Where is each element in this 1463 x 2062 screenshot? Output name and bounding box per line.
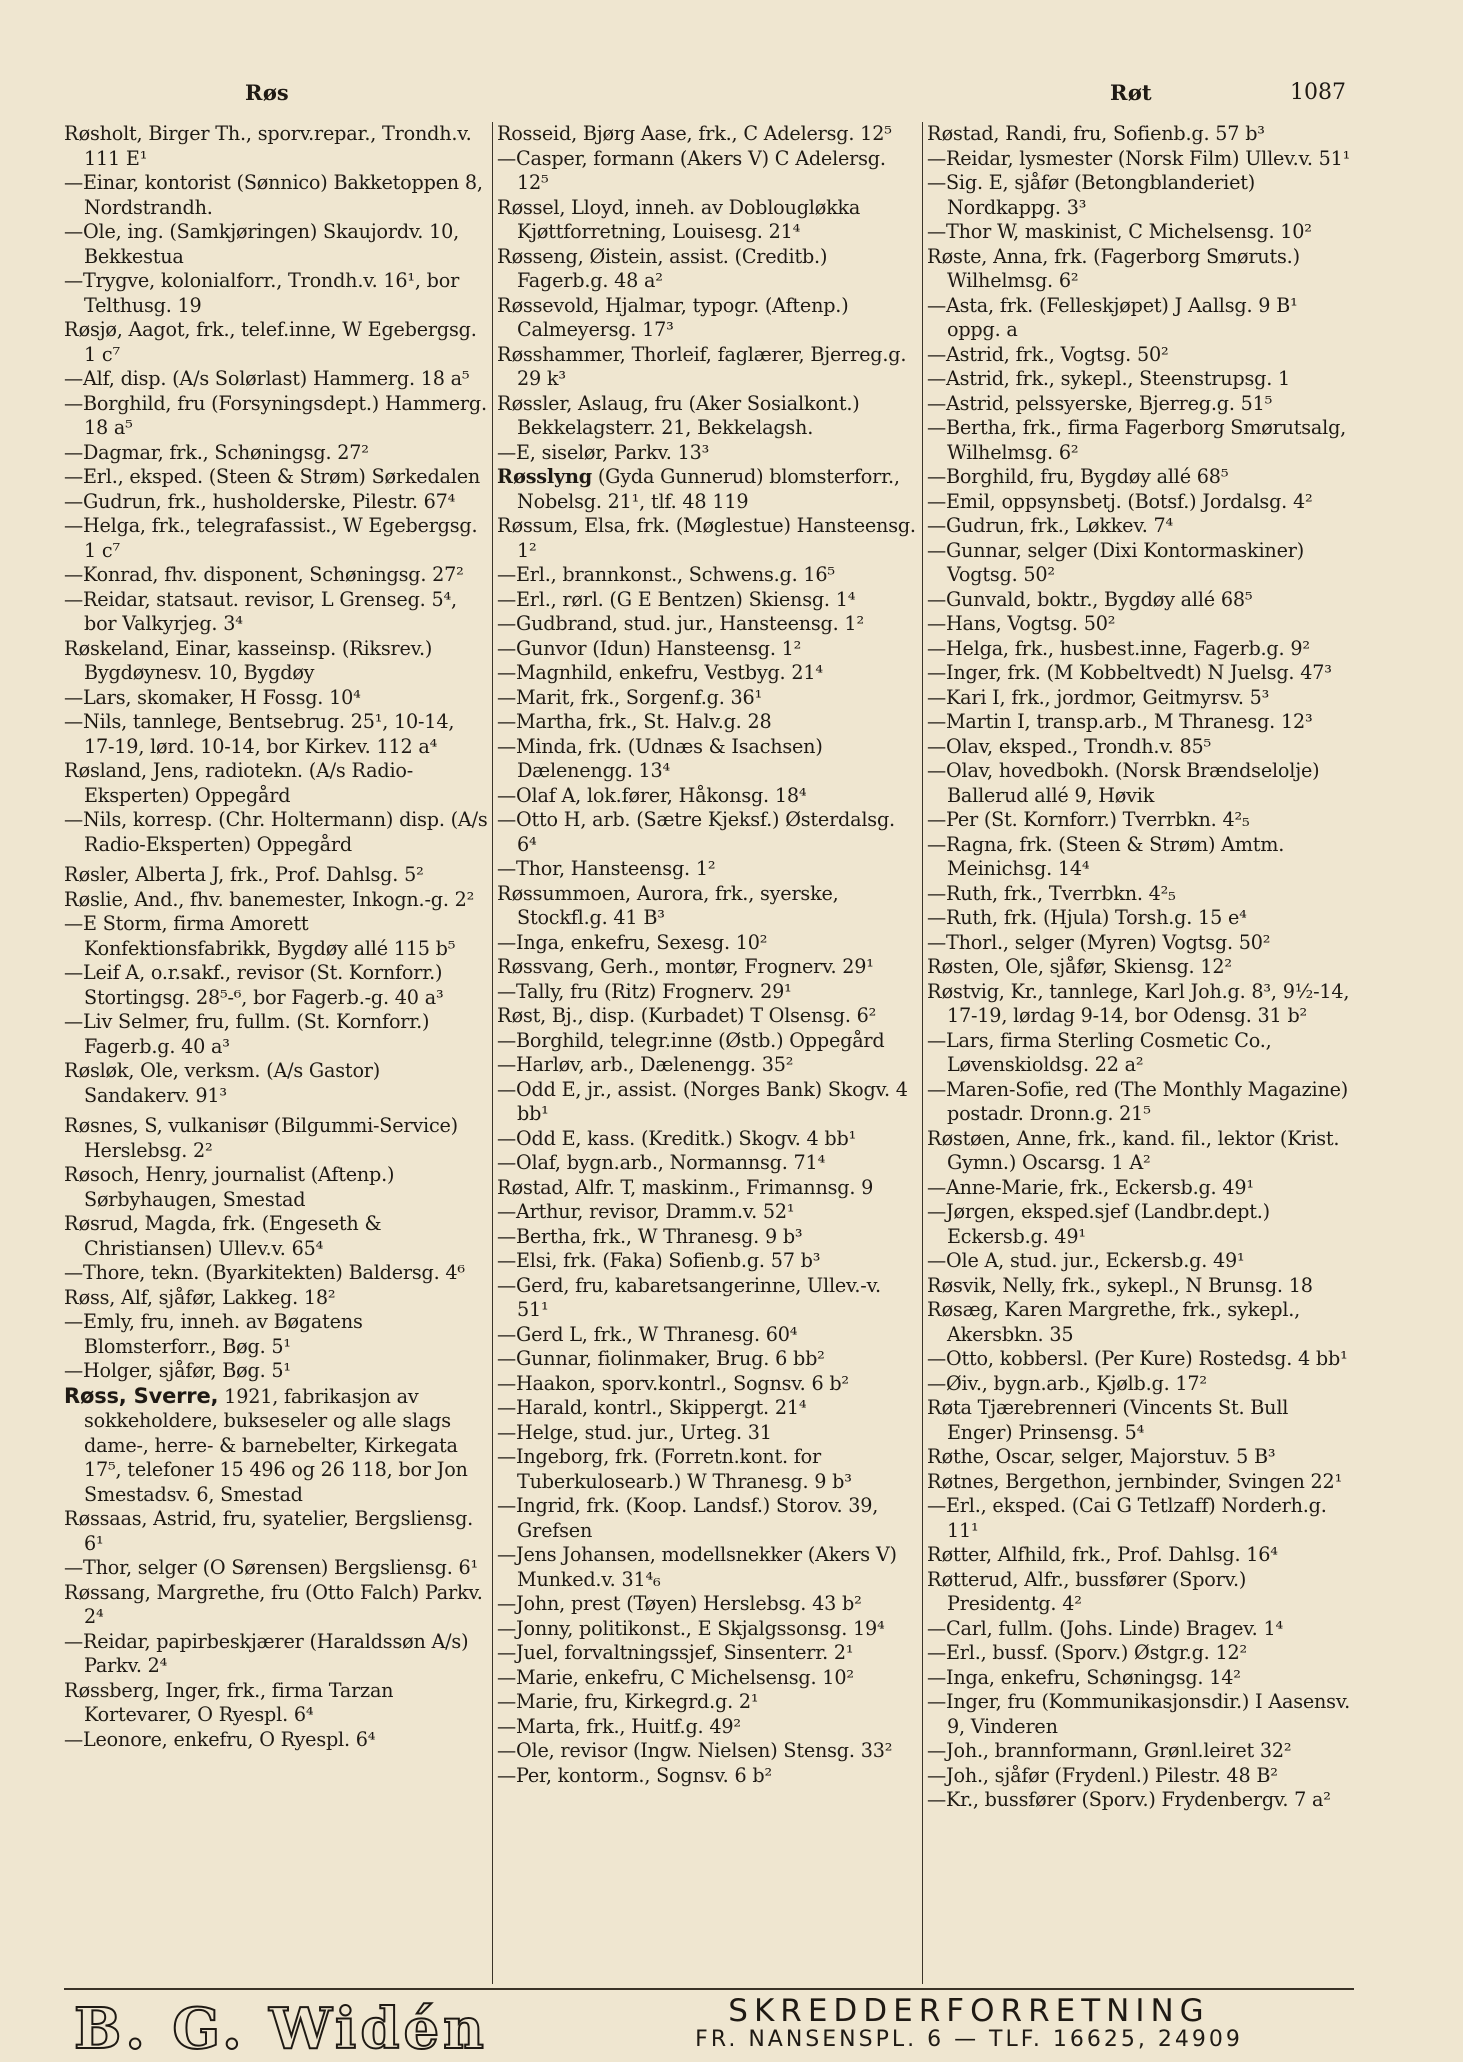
- entry-text: —Gudbrand, stud. jur., Hansteensg. 1²: [497, 612, 864, 635]
- directory-entry: [497, 245, 917, 294]
- directory-entry: [64, 1581, 488, 1630]
- entry-text: —Gudrun, frk., husholderske, Pilestr. 67⁴: [64, 489, 456, 513]
- directory-entry: [497, 686, 917, 711]
- directory-entry: [64, 563, 488, 588]
- directory-entry: [64, 1059, 488, 1108]
- directory-entry: [497, 563, 917, 588]
- directory-entry: [927, 1764, 1351, 1789]
- ad-text: [599, 1994, 1339, 2052]
- entry-text: —Ole, ing. (Samkjøringen) Skaujordv. 10, Bekkestua: [64, 220, 460, 268]
- entry-text: Røssberg, Inger, frk., firma Tarzan Kortevarer, O Ryespl. 6⁴: [64, 1678, 394, 1726]
- entry-text: —Astrid, frk., sykepl., Steenstrupsg. 1: [927, 367, 1291, 390]
- advertisement: [64, 1988, 1354, 2062]
- entry-text: Røsvik, Nelly, frk., sykepl., N Brunsg. 18: [927, 1273, 1313, 1297]
- directory-entry: [64, 490, 488, 515]
- entry-text: —Martha, frk., St. Halv.g. 28: [497, 710, 772, 733]
- entry-text: —Elsi, frk. (Faka) Sofienb.g. 57 b³: [497, 1249, 821, 1272]
- entry-text: Røsler, Alberta J, frk., Prof. Dahlsg. 5²: [64, 863, 424, 886]
- entry-text: —Joh., sjåfør (Frydenl.) Pilestr. 48 B²: [927, 1763, 1278, 1787]
- entry-text: —Ruth, frk. (Hjula) Torsh.g. 15 e⁴: [927, 906, 1247, 929]
- directory-entry: [64, 465, 488, 490]
- entry-text: Røssum, Elsa, frk. (Møglestue) Hansteensg. 1²: [497, 514, 916, 562]
- entry-text: —Martin I, transp.arb., M Thranesg. 12³: [927, 710, 1313, 733]
- directory-entry: [927, 1445, 1351, 1470]
- directory-entry: [64, 441, 488, 466]
- entry-text: —Per (St. Kornforr.) Tverrbkn. 4²₅: [927, 808, 1250, 831]
- directory-entry: [497, 710, 917, 735]
- entry-text: —Gunvor (Idun) Hansteensg. 1²: [497, 636, 802, 660]
- directory-entry: [497, 857, 917, 882]
- directory-entry: [927, 1617, 1351, 1642]
- entry-text: —Marit, frk., Sorgenf.g. 36¹: [497, 685, 763, 709]
- directory-entry: [927, 1274, 1351, 1299]
- directory-entry: [927, 1298, 1351, 1347]
- directory-entry: [64, 808, 488, 857]
- entry-text: —Sig. E, sjåfør (Betongblanderiet) Nordkappg. 3³: [927, 171, 1256, 219]
- ad-business-type: SKREDDERFORRETNING: [728, 1993, 1210, 2029]
- directory-entry: [497, 1617, 917, 1642]
- directory-entry: [497, 980, 917, 1005]
- directory-entry: [497, 1347, 917, 1372]
- directory-entry: [497, 196, 917, 245]
- directory-entry: [927, 1372, 1351, 1397]
- entry-text: —Per, kontorm., Sognsv. 6 b²: [497, 1763, 772, 1787]
- entry-text: Røta Tjærebrenneri (Vincents St. Bull Enger) Prinsensg. 5⁴: [927, 1396, 1289, 1444]
- directory-entry: [927, 343, 1351, 368]
- entry-text: Røsseng, Øistein, assist. (Creditb.) Fagerb.g. 48 a²: [497, 244, 828, 292]
- entry-text: Røsten, Ole, sjåfør, Skiensg. 12²: [927, 955, 1232, 978]
- entry-text: —Otto H, arb. (Sætre Kjeksf.) Østerdalsg. 6⁴: [497, 808, 895, 856]
- directory-entry: [497, 1592, 917, 1617]
- entry-text: —Haakon, sporv.kontrl., Sognsv. 6 b²: [497, 1371, 849, 1395]
- ad-company-name: B. G. Widén: [74, 1996, 488, 2062]
- directory-entry: [64, 367, 488, 392]
- directory-entry: [64, 1261, 488, 1286]
- directory-entry: [64, 220, 488, 269]
- directory-entry: [497, 441, 917, 466]
- entry-text: —Inger, frk. (M Kobbeltvedt) N Juelsg. 47³: [927, 661, 1332, 684]
- column-3: [922, 122, 1351, 1984]
- directory-entry: [64, 1507, 488, 1556]
- entry-text: —Olav, hovedbokh. (Norsk Brændselolje) Ballerud allé 9, Høvik: [927, 759, 1320, 807]
- directory-entry: [64, 1359, 488, 1384]
- entry-text: —Kari I, frk., jordmor, Geitmyrsv. 5³: [927, 685, 1270, 709]
- directory-entry: [927, 1078, 1351, 1127]
- directory-entry: [927, 220, 1351, 245]
- entry-text: —Liv Selmer, fru, fullm. (St. Kornforr.) Fagerb.g. 40 a³: [64, 1010, 430, 1058]
- directory-entry: [64, 318, 488, 367]
- entry-text: 1921, fabrikasjon av sokkeholdere, bukseseler og alle slags dame-, herre- & barnebelter, Kirkegata 17⁵, telefoner 15 496 og 26 118, bor Jon Smestadsv. 6, Smestad: [84, 1384, 468, 1506]
- entry-text: —Jens Johansen, modellsnekker (Akers V) Munked.v. 31⁴₆: [497, 1543, 897, 1591]
- directory-entry: [927, 1641, 1351, 1666]
- directory-entry: [927, 1347, 1351, 1372]
- entry-text: Røsshammer, Thorleif, faglærer, Bjerreg.g. 29 k³: [497, 342, 907, 390]
- entry-text: —Marta, frk., Huitf.g. 49²: [497, 1714, 741, 1738]
- entry-text: Røssevold, Hjalmar, typogr. (Aftenp.) Calmeyersg. 17³: [497, 293, 849, 341]
- entry-text: Røsjø, Aagot, frk., telef.inne, W Egebergsg. 1 c⁷: [64, 318, 477, 366]
- directory-entry: [497, 955, 917, 980]
- directory-entry: [927, 637, 1351, 662]
- entry-text: Røssel, Lloyd, inneh. av Doblougløkka Kjøttforretning, Louisesg. 21⁴: [497, 195, 861, 243]
- directory-entry: [497, 1274, 917, 1323]
- entry-text: Røtnes, Bergethon, jernbinder, Svingen 22¹: [927, 1469, 1343, 1493]
- entry-text: —Jonny, politikonst., E Skjalgssonsg. 19⁴: [497, 1616, 885, 1640]
- entry-text: Røst, Bj., disp. (Kurbadet) T Olsensg. 6²: [497, 1004, 877, 1027]
- entry-text: —Emil, oppsynsbetj. (Botsf.) Jordalsg. 4²: [927, 489, 1313, 513]
- entry-text: —Thorl., selger (Myren) Vogtsg. 50²: [927, 930, 1271, 954]
- directory-entry: [497, 1690, 917, 1715]
- directory-entry: [64, 1384, 488, 1508]
- directory-entry: [927, 1176, 1351, 1201]
- directory-entry: [927, 171, 1351, 220]
- entry-text: —Harløv, arb., Dælenengg. 35²: [497, 1053, 794, 1076]
- entry-text: —Ragna, frk. (Steen & Strøm) Amtm. Meinichsg. 14⁴: [927, 832, 1285, 880]
- directory-entry: [64, 588, 488, 637]
- directory-entry: [927, 1690, 1351, 1739]
- entry-text: Røsløk, Ole, verksm. (A/s Gastor) Sandakerv. 91³: [64, 1059, 381, 1107]
- directory-entry: [64, 710, 488, 759]
- entry-text: —Kr., bussfører (Sporv.) Frydenbergv. 7 a²: [927, 1788, 1331, 1811]
- directory-entry: [497, 1151, 917, 1176]
- directory-entry: [497, 1176, 917, 1201]
- directory-entry: [927, 294, 1351, 343]
- directory-entry: [64, 1728, 488, 1753]
- entry-text: Røslie, And., fhv. banemester, Inkogn.-g. 2²: [64, 887, 475, 911]
- directory-entry: [497, 1323, 917, 1348]
- directory-entry: [64, 1556, 488, 1581]
- directory-entry: [497, 735, 917, 784]
- directory-entry: [927, 759, 1351, 808]
- directory-entry: [927, 710, 1351, 735]
- entry-text: Røss, Alf, sjåfør, Lakkeg. 18²: [64, 1285, 336, 1309]
- entry-text: —Emly, fru, inneh. av Bøgatens Blomsterforr., Bøg. 5¹: [64, 1310, 363, 1358]
- directory-entry: [927, 490, 1351, 515]
- entry-text: —Ingrid, frk. (Koop. Landsf.) Storov. 39, Grefsen: [497, 1494, 879, 1542]
- entry-text: —Gudrun, frk., Løkkev. 7⁴: [927, 514, 1174, 537]
- directory-entry: [497, 122, 917, 147]
- directory-entry: [64, 1212, 488, 1261]
- entry-text: (Gyda Gunnerud) blomsterforr., Nobelsg. 21¹, tlf. 48 119: [517, 465, 900, 513]
- entry-text: —E Storm, firma Amorett Konfektionsfabrikk, Bygdøy allé 115 b⁵: [64, 912, 456, 960]
- entry-text: —Thore, tekn. (Byarkitekten) Baldersg. 4⁶: [64, 1261, 465, 1284]
- entry-text: —Dagmar, frk., Schøningsg. 27²: [64, 440, 369, 464]
- directory-entry: [497, 612, 917, 637]
- directory-entry: [497, 1396, 917, 1421]
- directory-entry: [927, 539, 1351, 588]
- directory-entry: [927, 833, 1351, 882]
- entry-text: Røste, Anna, frk. (Fagerborg Smøruts.) Wilhelmsg. 6²: [927, 244, 1300, 292]
- directory-entry: [64, 171, 488, 220]
- directory-entry: [927, 367, 1351, 392]
- entry-text: —Helga, frk., telegrafassist., W Egebergsg. 1 c⁷: [64, 514, 478, 562]
- directory-entry: [64, 1310, 488, 1359]
- directory-entry: [927, 147, 1351, 172]
- directory-entry: [64, 1010, 488, 1059]
- directory-entry: [497, 1029, 917, 1054]
- entry-text: Røstøen, Anne, frk., kand. fil., lektor (Krist. Gymn.) Oscarsg. 1 A²: [927, 1126, 1340, 1174]
- entry-text: Røskeland, Einar, kasseinsp. (Riksrev.) Bygdøynesv. 10, Bygdøy: [64, 636, 433, 684]
- directory-entry: [64, 1286, 488, 1311]
- entry-text: —Odd E, jr., assist. (Norges Bank) Skogv. 4 bb¹: [497, 1077, 908, 1125]
- entry-text: —Alf, disp. (A/s Solørlast) Hammerg. 18 a⁵: [64, 367, 470, 390]
- entry-text: Røsæg, Karen Margrethe, frk., sykepl., Akersbkn. 35: [927, 1298, 1301, 1346]
- entry-text: —Helga, frk., husbest.inne, Fagerb.g. 9²: [927, 636, 1310, 660]
- directory-entry: [927, 1739, 1351, 1764]
- entry-text: —Gerd, fru, kabaretsangerinne, Ullev.-v. 51¹: [497, 1273, 881, 1321]
- entry-text: —Helge, stud. jur., Urteg. 31: [497, 1420, 772, 1444]
- entry-text: —Lars, skomaker, H Fossg. 10⁴: [64, 685, 361, 709]
- directory-entry: [927, 1249, 1351, 1274]
- directory-entry: [497, 392, 917, 441]
- directory-entry: [497, 661, 917, 686]
- entry-text: —Borghild, telegr.inne (Østb.) Oppegård: [497, 1028, 885, 1052]
- entry-text: Røtterud, Alfr., bussfører (Sporv.) Presidentg. 4²: [927, 1567, 1247, 1615]
- header-right-keyword: Røt: [1110, 80, 1152, 105]
- directory-columns: [64, 122, 1354, 1984]
- directory-entry: [497, 1225, 917, 1250]
- entry-text: —Maren-Sofie, red (The Monthly Magazine) postadr. Dronn.g. 21⁵: [927, 1077, 1349, 1125]
- directory-entry: [927, 1029, 1351, 1078]
- entry-text: —Bertha, frk., firma Fagerborg Smørutsalg, Wilhelmsg. 6²: [927, 416, 1347, 464]
- column-2: [492, 122, 917, 1984]
- directory-entry: [64, 637, 488, 686]
- entry-text: —Magnhild, enkefru, Vestbyg. 21⁴: [497, 661, 823, 684]
- entry-text: —Gunnar, selger (Dixi Kontormaskiner) Vogtsg. 50²: [927, 538, 1304, 586]
- entry-text: —Marie, enkefru, C Michelsensg. 10²: [497, 1665, 854, 1689]
- entry-text: Røstvig, Kr., tannlege, Karl Joh.g. 8³, 9½-14, 17-19, lørdag 9-14, bor Odensg. 31 b²: [927, 979, 1350, 1027]
- entry-text: —Leonore, enkefru, O Ryespl. 6⁴: [64, 1727, 376, 1751]
- entry-text: —Nils, korresp. (Chr. Holtermann) disp. (A/s Radio-Eksperten) Oppegård: [64, 808, 488, 856]
- directory-entry: [927, 955, 1351, 980]
- entry-text: —Erl., bussf. (Sporv.) Østgr.g. 12²: [927, 1641, 1247, 1664]
- entry-text: —Thor, Hansteensg. 1²: [497, 857, 716, 880]
- directory-entry: [497, 1200, 917, 1225]
- directory-entry: [497, 1739, 917, 1764]
- directory-entry: [497, 465, 917, 514]
- directory-entry: [927, 588, 1351, 613]
- entry-text: —Thor, selger (O Sørensen) Bergsliensg. 6¹: [64, 1556, 479, 1579]
- entry-text: —Gerd L, frk., W Thranesg. 60⁴: [497, 1322, 798, 1346]
- directory-entry: [497, 1641, 917, 1666]
- entry-text: —Olaf, bygn.arb., Normannsg. 71⁴: [497, 1151, 826, 1174]
- directory-entry: [497, 1004, 917, 1029]
- entry-text: Røstad, Randi, fru, Sofienb.g. 57 b³: [927, 122, 1265, 145]
- directory-entry: [64, 1114, 488, 1163]
- entry-text: Røtter, Alfhild, frk., Prof. Dahlsg. 16⁴: [927, 1543, 1278, 1566]
- directory-entry: [64, 961, 488, 1010]
- entry-text: —Olav, eksped., Trondh.v. 85⁵: [927, 734, 1211, 758]
- directory-entry: [927, 612, 1351, 637]
- entry-text: —Trygve, kolonialforr., Trondh.v. 16¹, bor Telthusg. 19: [64, 269, 460, 317]
- entry-bold-name: Røss, Sverre,: [64, 1383, 219, 1408]
- entry-text: Røsnes, S, vulkanisør (Bilgummi-Service) Herslebsg. 2²: [64, 1114, 458, 1162]
- directory-entry: [64, 514, 488, 563]
- directory-entry: [64, 392, 488, 441]
- directory-entry: [64, 122, 488, 171]
- entry-bold-name: Røsslyng: [497, 465, 592, 488]
- directory-entry: [497, 514, 917, 563]
- directory-entry: [64, 686, 488, 711]
- entry-text: —Tally, fru (Ritz) Frognerv. 29¹: [497, 979, 792, 1003]
- entry-text: —Erl., brannkonst., Schwens.g. 16⁵: [497, 563, 835, 586]
- directory-entry: [927, 122, 1351, 147]
- entry-text: —Erl., eksped. (Cai G Tetlzaff) Norderh.g. 11¹: [927, 1494, 1327, 1542]
- directory-entry: [927, 1666, 1351, 1691]
- entry-text: —Carl, fullm. (Johs. Linde) Bragev. 1⁴: [927, 1616, 1283, 1640]
- entry-text: Røsland, Jens, radiotekn. (A/s Radio-Eksperten) Oppegård: [64, 759, 414, 807]
- directory-entry: [497, 1715, 917, 1740]
- entry-text: —Erl., rørl. (G E Bentzen) Skiensg. 1⁴: [497, 587, 856, 611]
- directory-entry: [497, 1666, 917, 1691]
- column-1: [64, 122, 488, 1984]
- entry-text: —Ingeborg, frk. (Forretn.kont. for Tuberkulosearb.) W Thranesg. 9 b³: [497, 1445, 852, 1493]
- entry-text: —Reidar, papirbeskjærer (Haraldssøn A/s) Parkv. 2⁴: [64, 1629, 469, 1677]
- entry-text: —Borghild, fru (Forsyningsdept.) Hammerg. 18 a⁵: [64, 391, 487, 439]
- directory-entry: [927, 686, 1351, 711]
- directory-entry: [927, 1470, 1351, 1495]
- entry-text: —Minda, frk. (Udnæs & Isachsen) Dælenengg. 13⁴: [497, 734, 823, 782]
- entry-text: —Inger, fru (Kommunikasjonsdir.) I Aasensv. 9, Vinderen: [927, 1690, 1351, 1738]
- entry-text: —Jørgen, eksped.sjef (Landbr.dept.) Eckersb.g. 49¹: [927, 1200, 1270, 1248]
- directory-entry: [927, 416, 1351, 465]
- directory-entry: [497, 784, 917, 809]
- directory-entry: [927, 931, 1351, 956]
- directory-entry: [497, 294, 917, 343]
- directory-entry: [927, 1200, 1351, 1249]
- entry-text: Røssaas, Astrid, fru, syatelier, Bergsliensg. 6¹: [64, 1507, 474, 1555]
- entry-text: —Einar, kontorist (Sønnico) Bakketoppen 8, Nordstrandh.: [64, 171, 483, 219]
- entry-text: —Astrid, pelssyerske, Bjerreg.g. 51⁵: [927, 391, 1273, 415]
- directory-entry: [927, 1127, 1351, 1176]
- directory-entry: [927, 245, 1351, 294]
- directory-entry: [64, 863, 488, 888]
- directory-entry: [497, 1053, 917, 1078]
- entry-text: Røthe, Oscar, selger, Majorstuv. 5 B³: [927, 1445, 1276, 1468]
- entry-text: —Gunvald, boktr., Bygdøy allé 68⁵: [927, 587, 1253, 611]
- directory-entry: [927, 980, 1351, 1029]
- directory-entry: [927, 735, 1351, 760]
- entry-text: —Hans, Vogtsg. 50²: [927, 612, 1116, 635]
- entry-text: —Asta, frk. (Felleskjøpet) J Aallsg. 9 B¹ oppg. a: [927, 293, 1298, 341]
- entry-text: —Anne-Marie, frk., Eckersb.g. 49¹: [927, 1175, 1254, 1199]
- directory-entry: [927, 661, 1351, 686]
- directory-entry: [64, 269, 488, 318]
- directory-entry: [927, 1788, 1351, 1813]
- directory-entry: [927, 882, 1351, 907]
- entry-text: —Juel, forvaltningssjef, Sinsenterr. 2¹: [497, 1641, 854, 1664]
- entry-text: —Thor W, maskinist, C Michelsensg. 10²: [927, 220, 1312, 243]
- directory-entry: [497, 588, 917, 613]
- entry-text: —Borghild, fru, Bygdøy allé 68⁵: [927, 465, 1229, 488]
- directory-entry: [497, 1543, 917, 1592]
- entry-text: Røssler, Aslaug, fru (Aker Sosialkont.) Bekkelagsterr. 21, Bekkelagsh.: [497, 391, 860, 439]
- entry-text: —Ruth, frk., Tverrbkn. 4²₅: [927, 881, 1176, 905]
- entry-text: —Erl., eksped. (Steen & Strøm) Sørkedalen: [64, 465, 481, 488]
- directory-entry: [927, 1494, 1351, 1543]
- entry-text: —Odd E, kass. (Kreditk.) Skogv. 4 bb¹: [497, 1126, 857, 1150]
- directory-entry: [927, 1543, 1351, 1568]
- entry-text: Røsoch, Henry, journalist (Aftenp.) Sørbyhaugen, Smestad: [64, 1163, 395, 1211]
- entry-text: —Konrad, fhv. disponent, Schøningsg. 27²: [64, 563, 464, 586]
- directory-entry: [927, 392, 1351, 417]
- directory-entry: [497, 343, 917, 392]
- directory-entry: [64, 888, 488, 913]
- entry-text: —Ole, revisor (Ingw. Nielsen) Stensg. 33²: [497, 1739, 893, 1762]
- entry-text: —Reidar, statsaut. revisor, L Grenseg. 5⁴, bor Valkyrjeg. 3⁴: [64, 587, 457, 635]
- entry-text: —E, siselør, Parkv. 13³: [497, 440, 710, 464]
- directory-entry: [64, 759, 488, 808]
- entry-text: —Ole A, stud. jur., Eckersb.g. 49¹: [927, 1249, 1245, 1272]
- entry-text: —Holger, sjåfør, Bøg. 5¹: [64, 1359, 291, 1382]
- ad-address-phone: FR. NANSENSPL. 6 — TLF. 16625, 24909: [695, 2027, 1243, 2052]
- entry-text: —Astrid, frk., Vogtsg. 50²: [927, 342, 1169, 366]
- directory-entry: [497, 1372, 917, 1397]
- directory-entry: [497, 882, 917, 931]
- entry-text: —Harald, kontrl., Skippergt. 21⁴: [497, 1396, 807, 1419]
- entry-text: Rosseid, Bjørg Aase, frk., C Adelersg. 12⁵: [497, 122, 892, 145]
- entry-text: Røsholt, Birger Th., sporv.repar., Trondh.v. 111 E¹: [64, 122, 472, 170]
- entry-text: —Otto, kobbersl. (Per Kure) Rostedsg. 4 bb¹: [927, 1347, 1348, 1370]
- entry-text: —Leif A, o.r.sakf., revisor (St. Kornforr.) Stortingsg. 28⁵-⁶, bor Fagerb.-g. 40 a³: [64, 961, 444, 1009]
- entry-text: —Joh., brannformann, Grønl.leiret 32²: [927, 1739, 1292, 1762]
- entry-text: Røssang, Margrethe, fru (Otto Falch) Parkv. 2⁴: [64, 1580, 483, 1628]
- directory-entry: [497, 1249, 917, 1274]
- page-number: 1087: [1290, 80, 1346, 105]
- directory-entry: [927, 465, 1351, 490]
- directory-entry: [497, 147, 917, 196]
- entry-text: —Øiv., bygn.arb., Kjølb.g. 17²: [927, 1371, 1207, 1395]
- directory-entry: [927, 1568, 1351, 1617]
- directory-entry: [64, 912, 488, 961]
- directory-entry: [497, 1421, 917, 1446]
- entry-text: Røssvang, Gerh., montør, Frognerv. 29¹: [497, 955, 874, 978]
- header-left-keyword: Røs: [245, 80, 289, 105]
- directory-entry: [64, 1679, 488, 1728]
- directory-entry: [497, 637, 917, 662]
- entry-text: —Gunnar, fiolinmaker, Brug. 6 bb²: [497, 1347, 825, 1370]
- directory-entry: [497, 808, 917, 857]
- directory-entry: [497, 1764, 917, 1789]
- entry-text: —Arthur, revisor, Dramm.v. 52¹: [497, 1200, 795, 1223]
- entry-text: —Reidar, lysmester (Norsk Film) Ullev.v. 51¹: [927, 146, 1351, 170]
- directory-entry: [497, 1127, 917, 1152]
- entry-text: Røstad, Alfr. T, maskinm., Frimannsg. 9: [497, 1175, 874, 1199]
- directory-entry: [497, 931, 917, 956]
- entry-text: —Casper, formann (Akers V) C Adelersg. 12⁵: [497, 146, 886, 194]
- directory-entry: [64, 1163, 488, 1212]
- directory-entry: [927, 906, 1351, 931]
- directory-entry: [927, 808, 1351, 833]
- entry-text: —Marie, fru, Kirkegrd.g. 2¹: [497, 1690, 759, 1713]
- directory-entry: [927, 514, 1351, 539]
- directory-entry: [64, 1630, 488, 1679]
- entry-text: —Bertha, frk., W Thranesg. 9 b³: [497, 1224, 803, 1248]
- entry-text: —Inga, enkefru, Sexesg. 10²: [497, 930, 768, 954]
- directory-entry: [497, 1445, 917, 1494]
- entry-text: —Olaf A, lok.fører, Håkonsg. 18⁴: [497, 783, 807, 807]
- page-header: [0, 80, 1463, 110]
- entry-text: —John, prest (Tøyen) Herslebsg. 43 b²: [497, 1592, 862, 1615]
- directory-entry: [497, 1078, 917, 1127]
- entry-text: Røssummoen, Aurora, frk., syerske, Stockfl.g. 41 B³: [497, 881, 839, 929]
- entry-text: —Inga, enkefru, Schøningsg. 14²: [927, 1665, 1241, 1689]
- entry-text: Røsrud, Magda, frk. (Engeseth & Christiansen) Ullev.v. 65⁴: [64, 1212, 382, 1260]
- directory-entry: [927, 1396, 1351, 1445]
- entry-text: —Lars, firma Sterling Cosmetic Co., Løvenskioldsg. 22 a²: [927, 1028, 1272, 1076]
- directory-entry: [497, 1494, 917, 1543]
- entry-text: —Nils, tannlege, Bentsebrug. 25¹, 10-14, 17-19, lørd. 10-14, bor Kirkev. 112 a⁴: [64, 710, 455, 758]
